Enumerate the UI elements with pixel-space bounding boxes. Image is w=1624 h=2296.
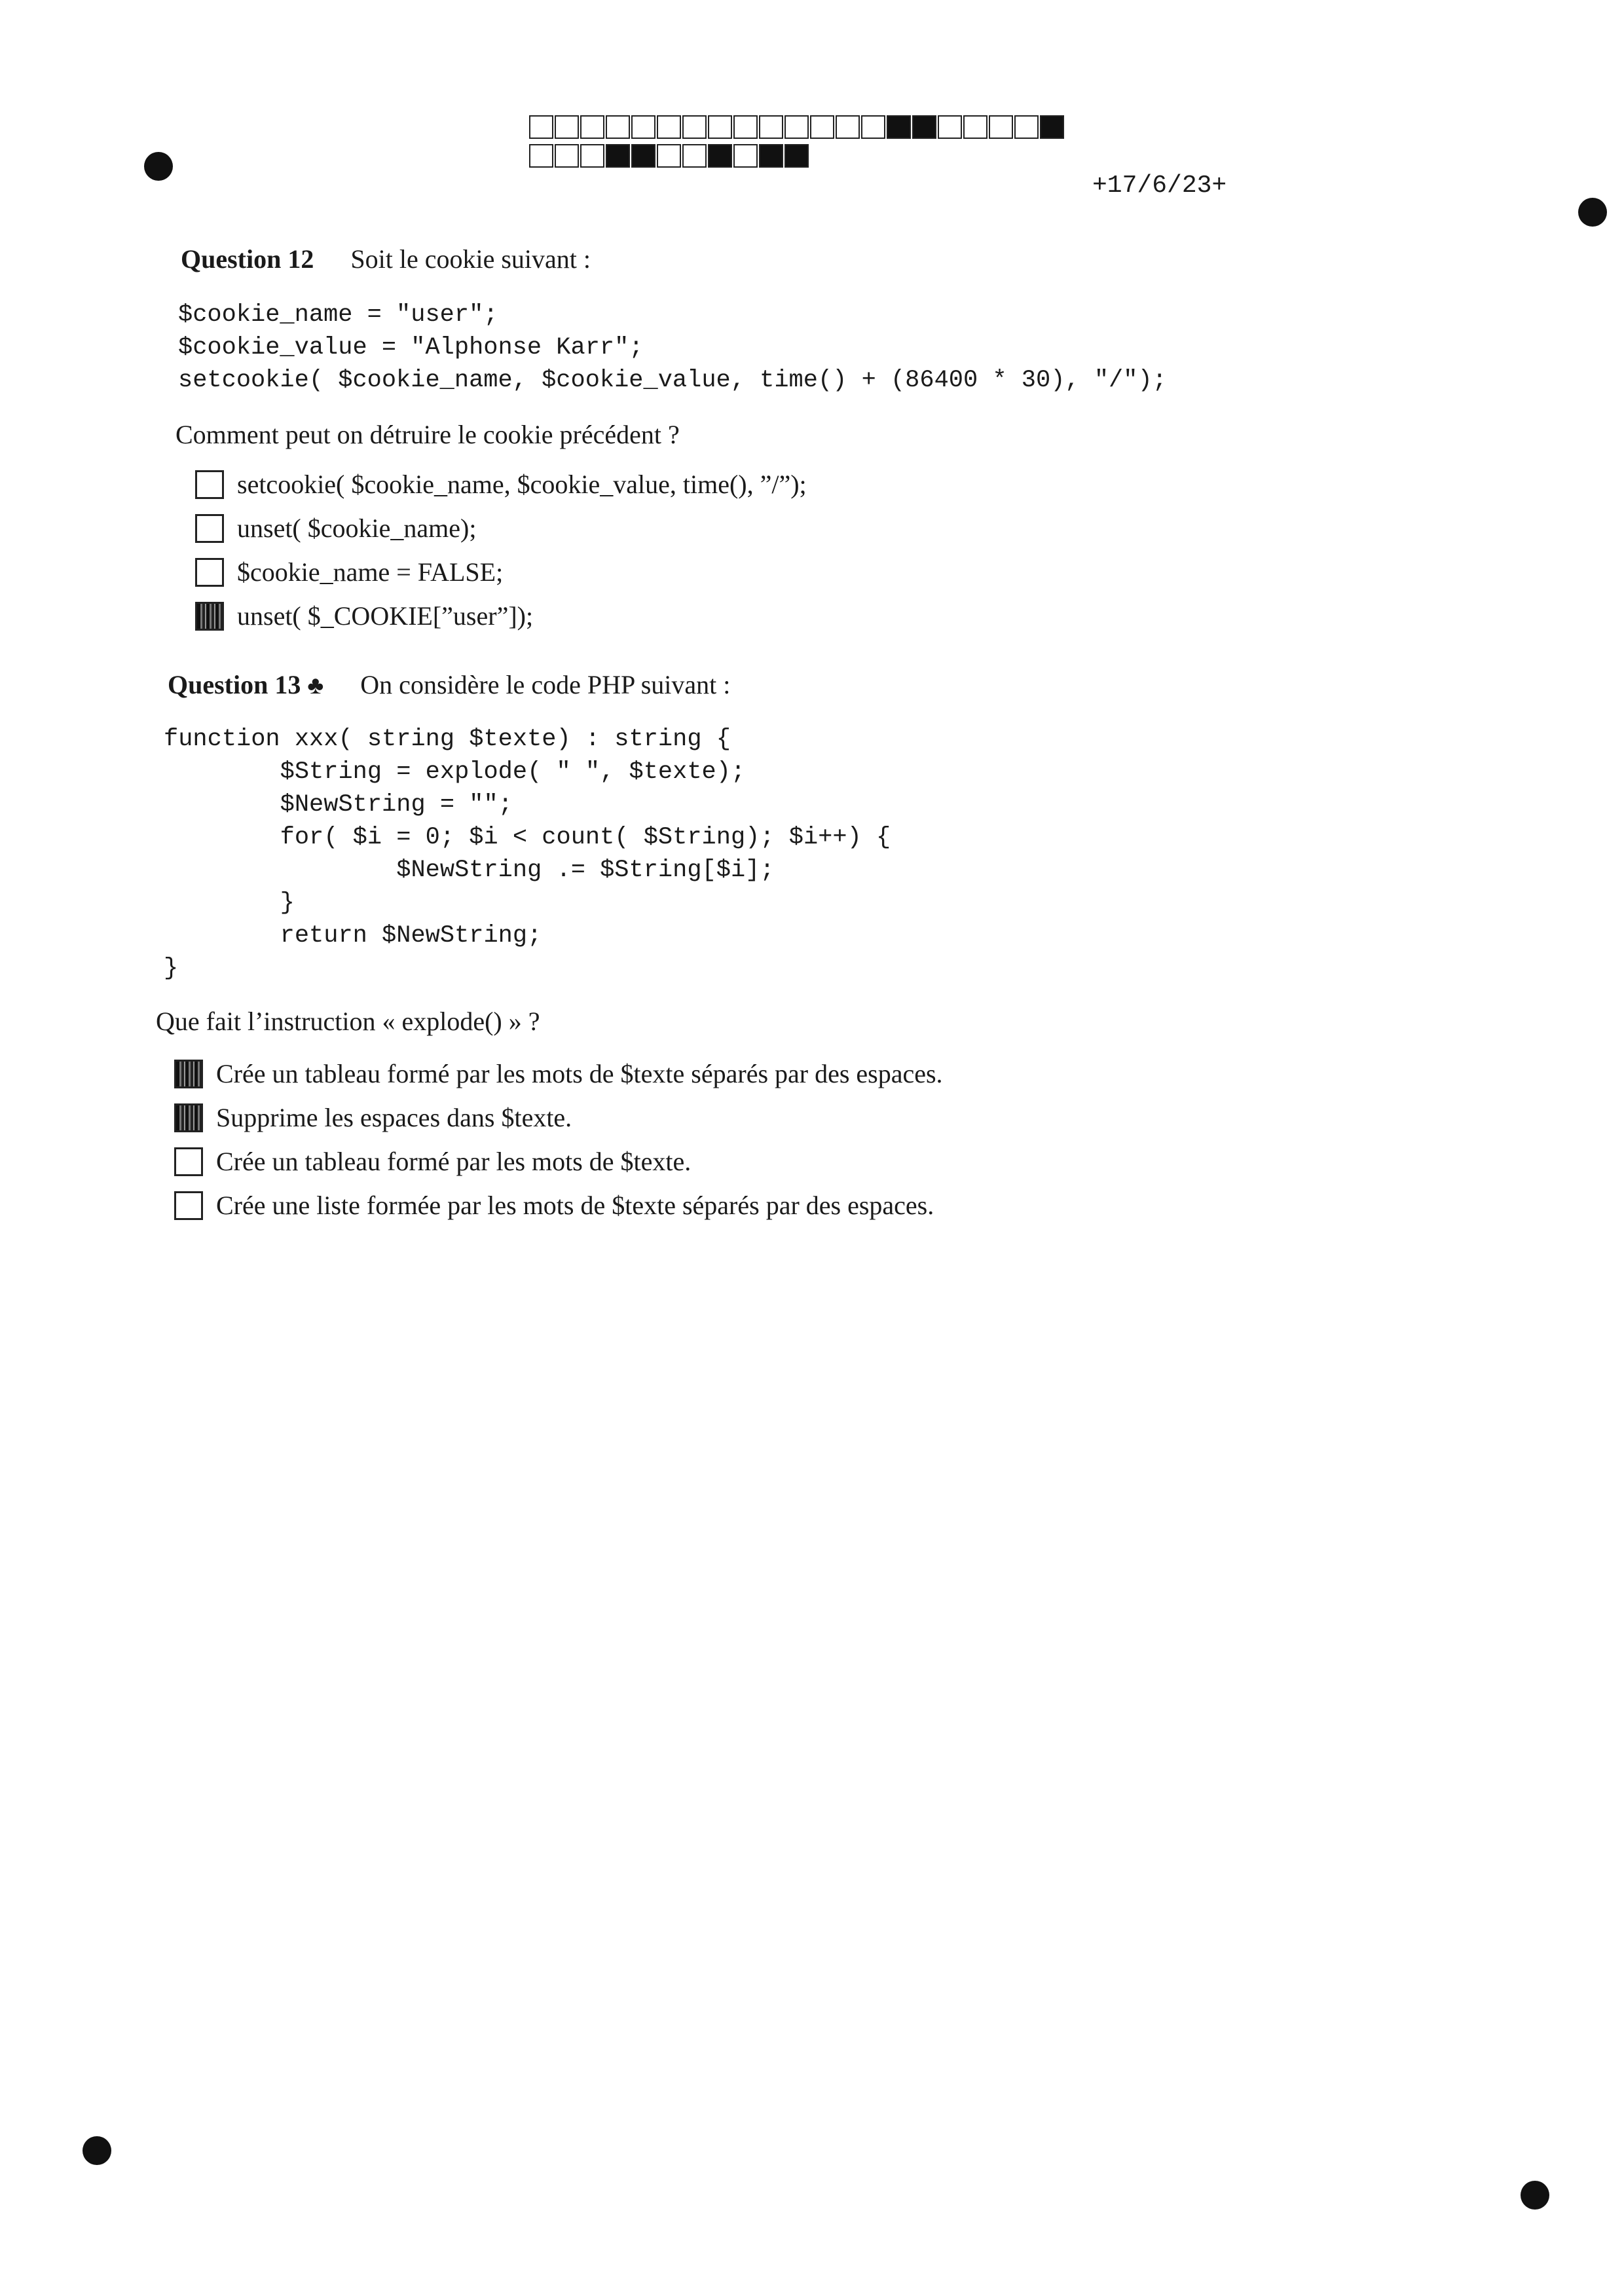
answer-checkbox[interactable] <box>195 558 224 587</box>
answer-text: Crée un tableau formé par les mots de $texte séparés par des espaces. <box>216 1059 943 1088</box>
barcode-cell <box>733 144 758 168</box>
barcode-cell <box>784 115 809 139</box>
barcode-cell <box>682 144 707 168</box>
q12-answer-1[interactable] <box>195 462 807 506</box>
question-12-text: Soit le cookie suivant : <box>350 244 591 274</box>
answer-checkbox[interactable] <box>174 1060 203 1088</box>
registration-mark-top-left <box>144 152 173 181</box>
answer-text: Crée une liste formée par les mots de $texte séparés par des espaces. <box>216 1191 934 1220</box>
barcode-cell <box>657 144 681 168</box>
barcode-cell <box>759 144 783 168</box>
barcode-row-2 <box>529 144 1065 169</box>
answer-checkbox[interactable] <box>195 514 224 543</box>
barcode-cell <box>784 144 809 168</box>
question-13-answers <box>174 1052 943 1227</box>
barcode-cell <box>529 115 553 139</box>
barcode-cell <box>580 144 604 168</box>
barcode-cell <box>555 115 579 139</box>
barcode-cell <box>708 144 732 168</box>
answer-text: $cookie_name = FALSE; <box>237 557 504 587</box>
barcode-cell <box>631 115 655 139</box>
answer-checkbox[interactable] <box>174 1191 203 1220</box>
answer-text: unset( $cookie_name); <box>237 513 477 543</box>
answer-text: setcookie( $cookie_name, $cookie_value, time(), ”/”); <box>237 470 807 499</box>
page-id: +17/6/23+ <box>1092 172 1227 200</box>
barcode-cell <box>529 144 553 168</box>
barcode-cell <box>657 115 681 139</box>
barcode-cell <box>836 115 860 139</box>
answer-checkbox[interactable] <box>195 602 224 631</box>
registration-mark-top-right <box>1578 198 1607 227</box>
question-12-header <box>181 244 591 274</box>
q13-answer-1[interactable] <box>174 1052 943 1096</box>
question-12-code: $cookie_name = "user"; $cookie_value = "Alphonse Karr"; setcookie( $cookie_name, $cookie_value, time() + (86400 * 30), "/"); <box>178 301 1167 394</box>
barcode-cell <box>759 115 783 139</box>
barcode-cell <box>1014 115 1039 139</box>
club-icon: ♣ <box>307 672 324 699</box>
barcode-cell <box>682 115 707 139</box>
barcode-cell <box>733 115 758 139</box>
answer-text: Supprime les espaces dans $texte. <box>216 1103 572 1132</box>
q13-answer-4[interactable] <box>174 1183 943 1227</box>
answer-checkbox[interactable] <box>174 1103 203 1132</box>
barcode-cell <box>580 115 604 139</box>
question-12-answers <box>195 462 807 638</box>
q12-answer-3[interactable] <box>195 550 807 594</box>
barcode-cell <box>606 115 630 139</box>
answer-checkbox[interactable] <box>195 470 224 499</box>
barcode-cell <box>810 115 834 139</box>
question-12-label: Question 12 <box>181 244 314 274</box>
registration-mark-bottom-left <box>83 2136 111 2165</box>
barcode-cell <box>606 144 630 168</box>
answer-text: Crée un tableau formé par les mots de $texte. <box>216 1147 692 1176</box>
barcode-cell <box>963 115 987 139</box>
barcode-cell <box>555 144 579 168</box>
q13-answer-2[interactable] <box>174 1096 943 1139</box>
barcode-cell <box>631 144 655 168</box>
barcode-cell <box>887 115 911 139</box>
question-13-text: On considère le code PHP suivant : <box>360 670 731 699</box>
barcode-cell <box>989 115 1013 139</box>
answer-text: unset( $_COOKIE[”user”]); <box>237 601 534 631</box>
question-13-prompt: Que fait l’instruction « explode() » ? <box>156 1007 540 1036</box>
question-13-code: function xxx( string $texte) : string { $String = explode( " ", $texte); $NewString = ""; for( $i = 0; $i < count( $String); $i++) { $NewString .= $String[$i]; } return $NewString; } <box>164 726 891 982</box>
registration-mark-bottom-right <box>1521 2181 1549 2210</box>
answer-checkbox[interactable] <box>174 1147 203 1176</box>
q12-answer-4[interactable] <box>195 594 807 638</box>
question-13-header <box>168 669 730 700</box>
barcode-cell <box>1040 115 1064 139</box>
barcode-row-1 <box>529 115 1065 140</box>
barcode-cell <box>708 115 732 139</box>
question-12-prompt: Comment peut on détruire le cookie précédent ? <box>175 420 680 449</box>
q13-answer-3[interactable] <box>174 1139 943 1183</box>
barcode-cell <box>938 115 962 139</box>
barcode-cell <box>912 115 936 139</box>
q12-answer-2[interactable] <box>195 506 807 550</box>
page-barcode <box>529 115 1065 173</box>
barcode-cell <box>861 115 885 139</box>
question-13-label: Question 13 <box>168 670 301 699</box>
